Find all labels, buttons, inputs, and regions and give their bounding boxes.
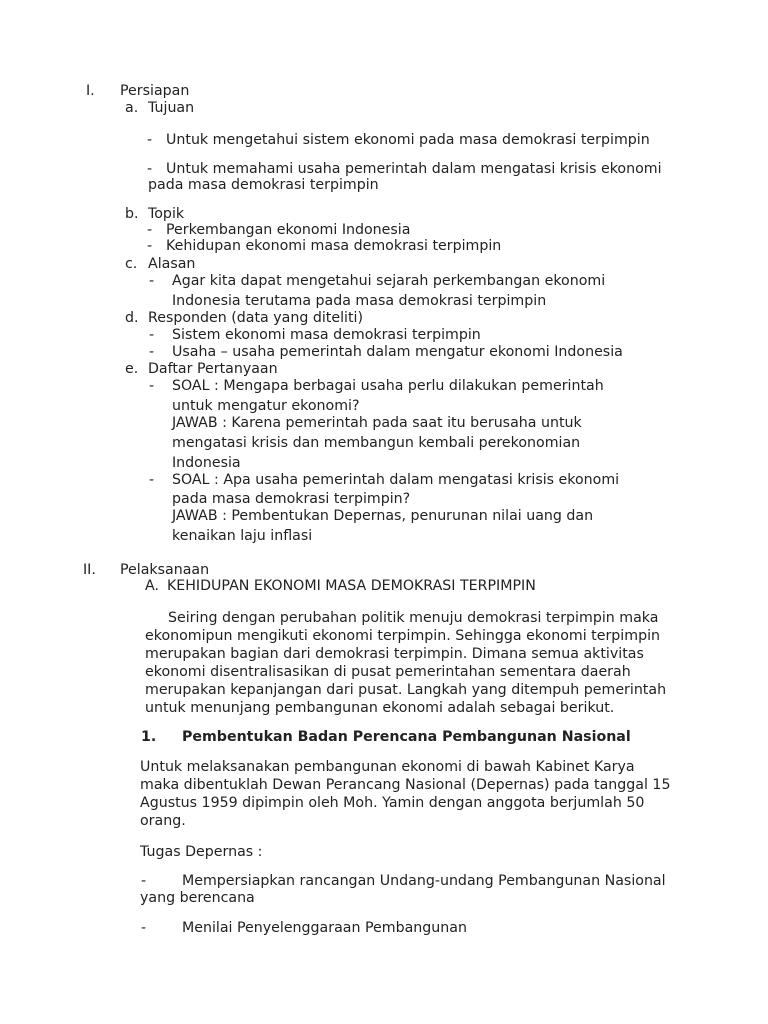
point1-line-1: Untuk melaksanakan pembangunan ekonomi di bawah Kabinet Karya	[140, 759, 635, 775]
topik-item2-text: Kehidupan ekonomi masa demokrasi terpimpin	[166, 238, 502, 254]
responden-item2-dash: -	[149, 344, 155, 360]
tujuan-marker: a.	[125, 100, 139, 116]
point1-line-3: Agustus 1959 dipimpin oleh Moh. Yamin dengan anggota berjumlah 50	[140, 795, 645, 811]
responden-item1-dash: -	[149, 327, 155, 343]
alasan-item1-dash: -	[149, 273, 155, 289]
alasan-label: Alasan	[148, 256, 196, 272]
section1-numeral: I.	[86, 83, 95, 99]
a2-line1: JAWAB : Pembentukan Depernas, penurunan nilai uang dan	[172, 508, 594, 524]
q1-line1: SOAL : Mengapa berbagai usaha perlu dilakukan pemerintah	[172, 378, 604, 394]
q2-dash: -	[149, 472, 155, 488]
section2-numeral: II.	[83, 562, 96, 578]
intro-line-5: merupakan kepanjangan dari pusat. Langkah yang ditempuh pemerintah	[145, 682, 667, 698]
subsection-marker: A.	[145, 578, 159, 594]
tugas1-line1: Mempersiapkan rancangan Undang-undang Pembangunan Nasional	[182, 873, 666, 889]
tugas-label: Tugas Depernas :	[140, 844, 263, 860]
intro-line-1: Seiring dengan perubahan politik menuju demokrasi terpimpin maka	[168, 610, 659, 626]
section1-title: Persiapan	[120, 83, 190, 99]
a1-line2: mengatasi krisis dan membangun kembali perekonomian	[172, 435, 581, 451]
alasan-marker: c.	[125, 256, 138, 272]
section2-title: Pelaksanaan	[120, 562, 210, 578]
responden-label: Responden (data yang diteliti)	[148, 310, 364, 326]
q2-line1: SOAL : Apa usaha pemerintah dalam mengatasi krisis ekonomi	[172, 472, 620, 488]
responden-marker: d.	[125, 310, 139, 326]
tugas2-dash: -	[141, 920, 147, 936]
point1-line-2: maka dibentuklah Dewan Perancang Nasional (Depernas) pada tanggal 15	[140, 777, 671, 793]
tugas2-text: Menilai Penyelenggaraan Pembangunan	[182, 920, 467, 936]
point1-line-4: orang.	[140, 813, 186, 829]
q1-line2: untuk mengatur ekonomi?	[172, 398, 360, 414]
subsection-title: KEHIDUPAN EKONOMI MASA DEMOKRASI TERPIMPIN	[167, 578, 536, 594]
tujuan-label: Tujuan	[148, 100, 195, 116]
responden-item2-text: Usaha – usaha pemerintah dalam mengatur ekonomi Indonesia	[172, 344, 623, 360]
topik-item1-dash: -	[147, 222, 153, 238]
topik-item1-text: Perkembangan ekonomi Indonesia	[166, 222, 411, 238]
a1-line1: JAWAB : Karena pemerintah pada saat itu berusaha untuk	[172, 415, 582, 431]
tugas1-line2: yang berencana	[140, 890, 255, 906]
daftar-marker: e.	[125, 361, 139, 377]
responden-item1-text: Sistem ekonomi masa demokrasi terpimpin	[172, 327, 481, 343]
intro-line-6: untuk menunjang pembangunan ekonomi adalah sebagai berikut.	[145, 700, 615, 716]
point1-heading: Pembentukan Badan Perencana Pembangunan Nasional	[182, 729, 631, 745]
q2-line2: pada masa demokrasi terpimpin?	[172, 491, 411, 507]
intro-line-2: ekonomipun mengikuti ekonomi terpimpin. Sehingga ekonomi terpimpin	[145, 628, 661, 644]
tujuan-item2-dash: -	[147, 161, 153, 177]
topik-label: Topik	[148, 206, 185, 222]
intro-line-3: merupakan bagian dari demokrasi terpimpin. Dimana semua aktivitas	[145, 646, 644, 662]
daftar-label: Daftar Pertanyaan	[148, 361, 278, 377]
tugas1-dash: -	[141, 873, 147, 889]
q1-dash: -	[149, 378, 155, 394]
tujuan-item1-text: Untuk mengetahui sistem ekonomi pada masa demokrasi terpimpin	[166, 132, 650, 148]
tujuan-item2-line1: Untuk memahami usaha pemerintah dalam mengatasi krisis ekonomi	[166, 161, 662, 177]
alasan-item1-line1: Agar kita dapat mengetahui sejarah perkembangan ekonomi	[172, 273, 606, 289]
point1-number: 1.	[141, 729, 157, 745]
topik-item2-dash: -	[147, 238, 153, 254]
a1-line3: Indonesia	[172, 455, 241, 471]
intro-line-4: ekonomi disentralisasikan di pusat pemerintahan sementara daerah	[145, 664, 631, 680]
topik-marker: b.	[125, 206, 139, 222]
tujuan-item2-line2: pada masa demokrasi terpimpin	[148, 177, 379, 193]
tujuan-item1-dash: -	[147, 132, 153, 148]
alasan-item1-line2: Indonesia terutama pada masa demokrasi terpimpin	[172, 293, 547, 309]
a2-line2: kenaikan laju inflasi	[172, 528, 313, 544]
